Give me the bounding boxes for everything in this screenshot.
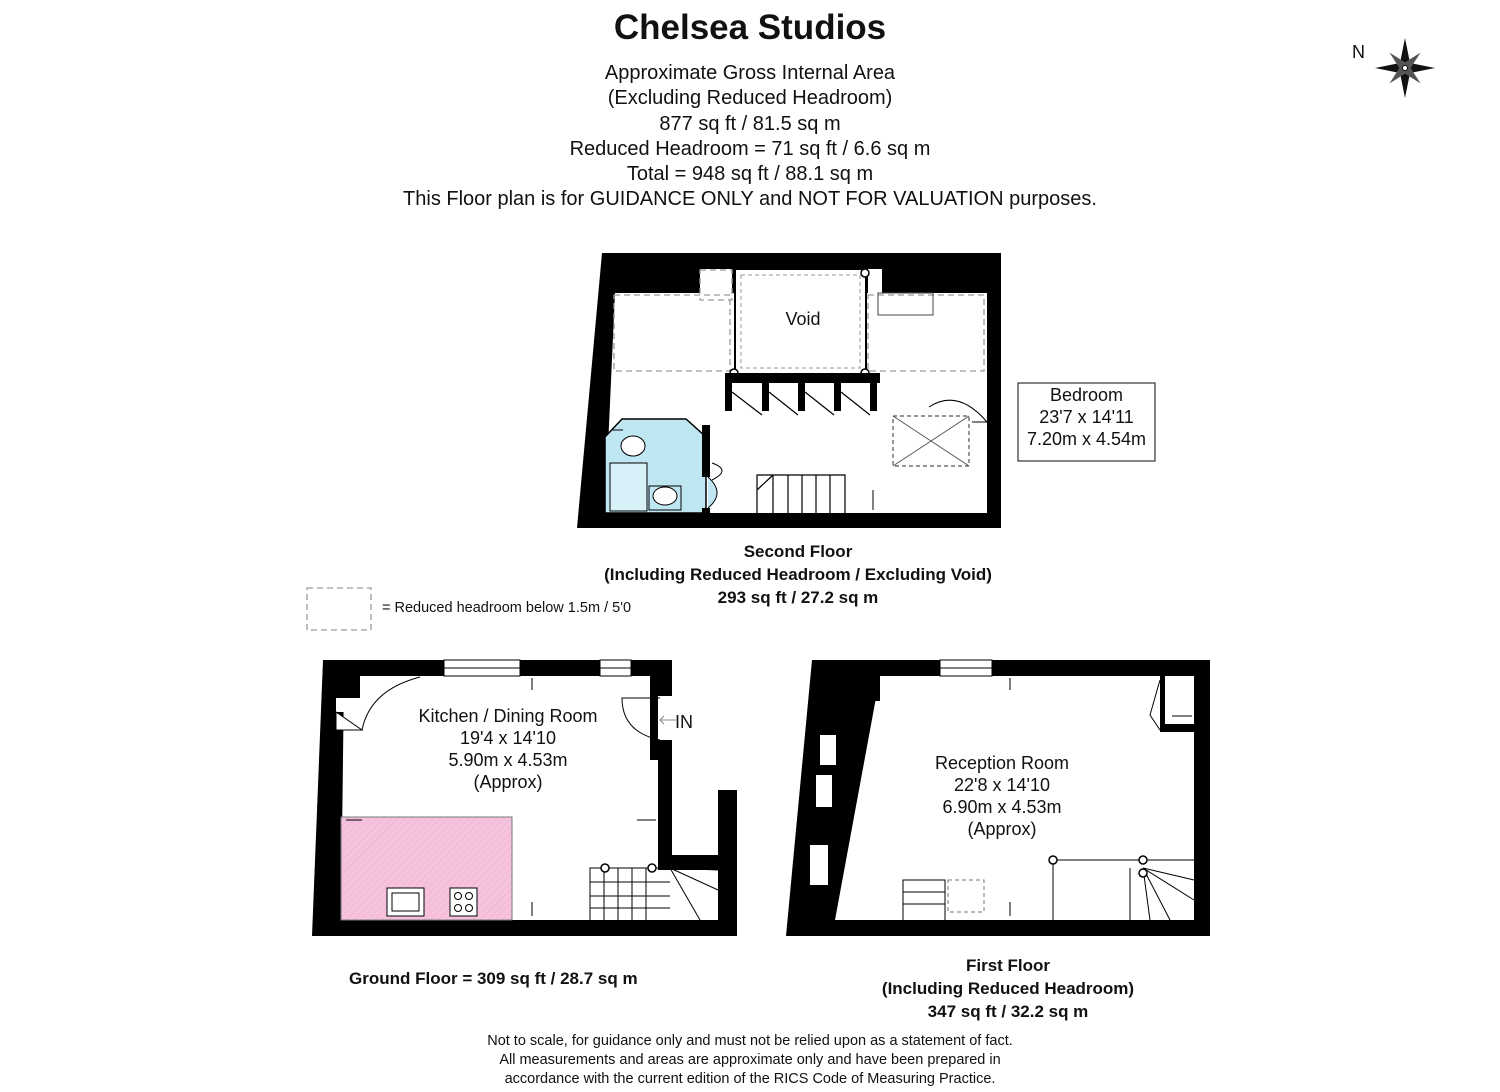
page-title: Chelsea Studios [613,8,887,47]
bedroom-size-metric: 7.20m x 4.54m [1026,429,1147,449]
main-area-value: 877 sq ft / 81.5 sq m [659,113,841,135]
reception-size-imperial: 22'8 x 14'10 [954,775,1050,795]
total-area: Total = 948 sq ft / 88.1 sq m [626,163,874,185]
kitchen-size-metric: 5.90m x 4.53m [448,750,568,770]
north-label: N [1352,42,1365,62]
ground-floor-plan [312,660,737,936]
bedroom-size-imperial: 23'7 x 14'11 [1039,407,1134,427]
second-floor-caption: Second Floor [743,542,853,561]
void-label: Void [785,309,821,329]
reception-name: Reception Room [934,753,1070,773]
entrance-label: IN [675,712,693,732]
first-floor-caption: First Floor [965,956,1051,975]
bedroom-name: Bedroom [1049,385,1124,405]
kitchen-approx: (Approx) [473,772,543,792]
ground-floor-caption: Ground Floor = 309 sq ft / 28.7 sq m [349,969,638,988]
reception-approx: (Approx) [967,819,1037,839]
first-floor-area: 347 sq ft / 32.2 sq m [927,1002,1089,1021]
second-floor-area: 293 sq ft / 27.2 sq m [717,588,879,607]
first-floor-headroom-note: (Including Reduced Headroom) [881,979,1135,998]
reduced-headroom-legend-swatch [307,588,371,630]
guidance-disclaimer: This Floor plan is for GUIDANCE ONLY and NOT FOR VALUATION purposes. [403,188,1097,210]
excluding-headroom-note: (Excluding Reduced Headroom) [607,87,893,109]
footer-line-2: All measurements and areas are approximate only and have been prepared in [499,1052,1001,1068]
reception-size-metric: 6.90m x 4.53m [942,797,1062,817]
second-floor-plan [577,253,1001,528]
gross-area-heading: Approximate Gross Internal Area [604,62,896,84]
footer-line-1: Not to scale, for guidance only and must not be relied upon as a statement of fact. [487,1033,1013,1049]
kitchen-name: Kitchen / Dining Room [418,706,598,726]
kitchen-size-imperial: 19'4 x 14'10 [460,728,556,748]
second-floor-headroom-note: (Including Reduced Headroom / Excluding Void) [604,565,992,584]
compass-rose-icon [1374,37,1436,99]
footer-line-3: accordance with the current edition of the RICS Code of Measuring Practice. [504,1071,996,1087]
reduced-headroom-area: Reduced Headroom = 71 sq ft / 6.6 sq m [569,138,931,160]
legend-text: = Reduced headroom below 1.5m / 5'0 [382,600,632,616]
